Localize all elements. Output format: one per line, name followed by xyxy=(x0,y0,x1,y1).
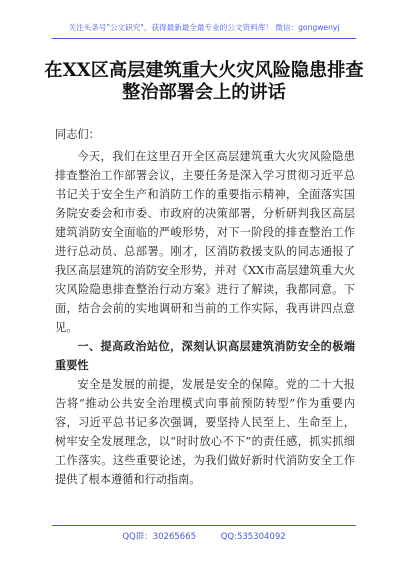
footer-qq-group: QQ群：30265665 xyxy=(122,532,197,542)
footer-divider xyxy=(52,525,356,526)
document-title xyxy=(40,60,368,104)
header-promo-text: 关注头条号"公文研究"，获得最新最全最专业的公文资料库！ 微信：gongwenyj xyxy=(68,23,340,32)
paragraph-1: 今天，我们在这里召开全区高层建筑重大火灾风险隐患排查整治工作部署会议，主要任务是深入学习贯彻习近平总书记关于安全生产和消防工作的重要指示精神，全面落实国务院安委会和市委、市政府的决策部署，分析研判我区高层建筑消防安全面临的严峻形势，对下一阶段的排查整治工作进行总动员、总部署。刚才，区消防救援支队的同志通报了我区高层建筑的消防安全形势，并对《XX市高层建筑重大火灾风险隐患排查整治行动方案》进行了解读，我都同意。下面，结合会前的实地调研和当前的工作实际，我再讲四点意见。 xyxy=(55,150,355,334)
title-line-2: 整治部署会上的讲话 xyxy=(122,82,286,103)
section-heading-1: 一、提高政治站位，深刻认识高层建筑消防安全的极端重要性 xyxy=(55,340,355,372)
footer xyxy=(0,530,408,542)
title-line-1: 在XX区高层建筑重大火灾风险隐患排查 xyxy=(44,60,364,81)
document-body xyxy=(55,125,355,489)
salutation: 同志们： xyxy=(55,128,100,141)
paragraph-2: 安全是发展的前提，发展是安全的保障。党的二十大报告将“推动公共安全治理模式向事前预防转型”作为重要内容，习近平总书记多次强调，要坚持人民至上、生命至上，树牢安全发展理念，以“时时放心不下”的责任感，抓实抓细工作落实。这些重要论述，为我们做好新时代消防安全工作提供了根本遵循和行动指南。 xyxy=(55,378,355,486)
footer-qq: QQ:535304092 xyxy=(220,532,286,542)
header-divider xyxy=(52,38,356,39)
